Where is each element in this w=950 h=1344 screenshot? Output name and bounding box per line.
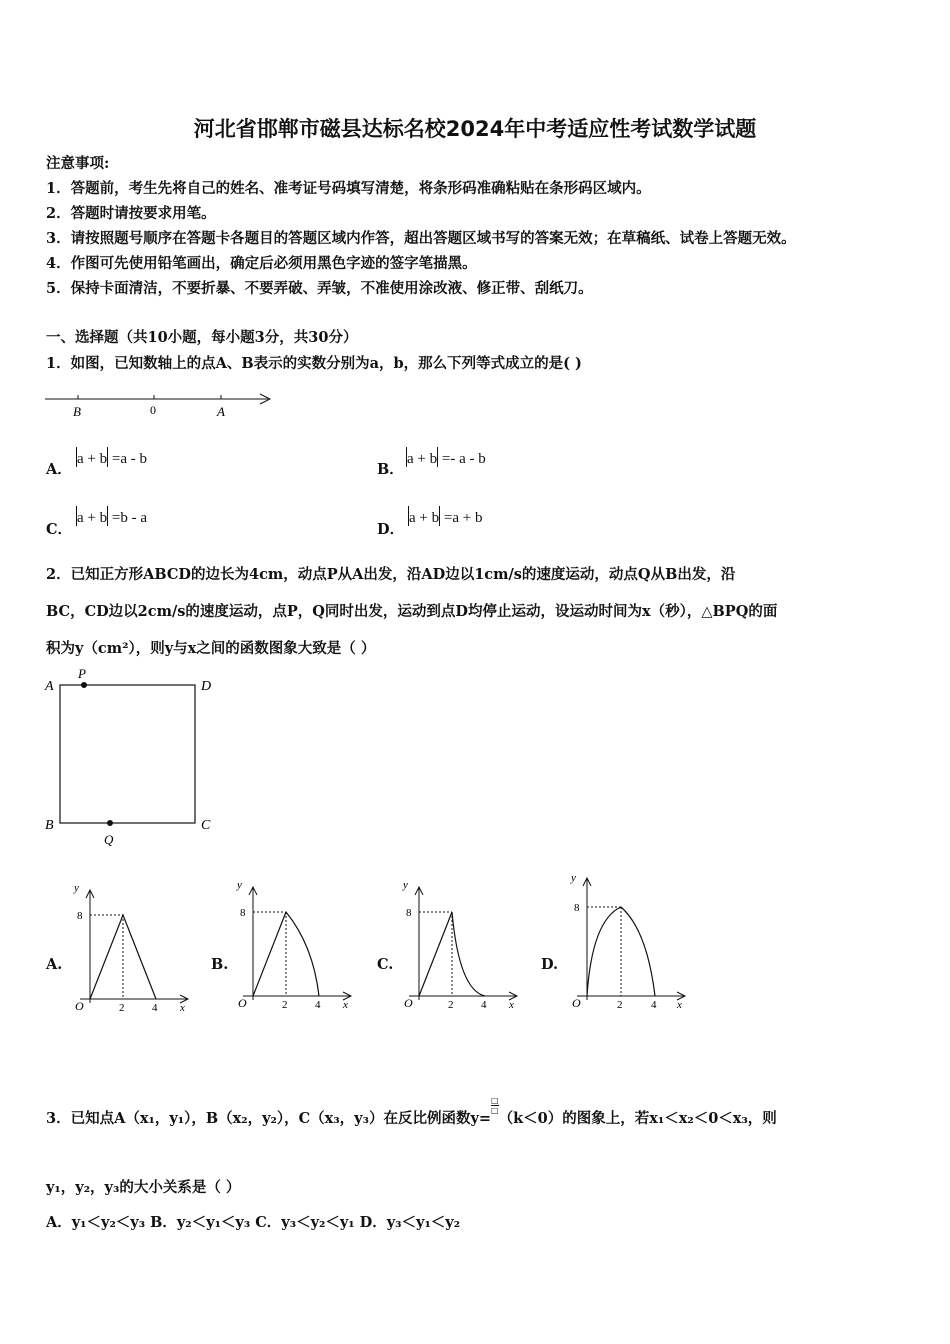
- notice-item: 3．请按照题号顺序在答题卡各题目的答题区域内作答，超出答题区域书写的答案无效；在草稿纸、试卷上答题无效。: [46, 230, 796, 247]
- q2-option-a-label: A.: [46, 956, 63, 973]
- svg-text:O: O: [572, 996, 581, 1010]
- notice-heading: 注意事项:: [46, 155, 110, 172]
- q2-stem-line2: BC，CD边以2cm/s的速度运动，点P，Q同时出发，运动到点D均停止运动，设运动时间为x（秒），△BPQ的面: [46, 603, 778, 620]
- q1-option-a-label: A．: [46, 461, 72, 478]
- notice-item: 2．答题时请按要求用笔。: [46, 205, 216, 222]
- svg-text:2: 2: [119, 1002, 125, 1014]
- svg-text:y: y: [571, 872, 576, 884]
- q3-stem: 3．已知点A（x₁，y₁），B（x₂，y₂），C（x₃，y₃）在反比例函数$y=\frac{□}{□}(k<0)$的图象上，若x₁＜x₂＜0＜x₃，则: [46, 1095, 777, 1127]
- vertex-d: D: [201, 679, 212, 694]
- q2-option-c-label: C.: [377, 956, 394, 973]
- notice-item: 5．保持卡面清洁，不要折暴、不要弄破、弄皱，不准使用涂改液、修正带、刮纸刀。: [46, 280, 593, 297]
- notice-item: 4．作图可先使用铅笔画出，确定后必须用黑色字迹的签字笔描黑。: [46, 255, 477, 272]
- svg-text:O: O: [75, 999, 84, 1013]
- square-figure: [40, 665, 225, 850]
- svg-text:y: y: [237, 879, 242, 891]
- svg-text:x: x: [509, 999, 514, 1011]
- vertex-a: A: [45, 679, 54, 694]
- q1-stem: 1．如图，已知数轴上的点A、B表示的实数分别为a，b，那么下列等式成立的是( ): [46, 355, 582, 372]
- page-title: 河北省邯郸市磁县达标名校2024年中考适应性考试数学试题: [193, 117, 757, 141]
- svg-text:4: 4: [152, 1002, 158, 1014]
- q2-graph-b: [233, 875, 358, 1020]
- svg-text:2: 2: [617, 999, 623, 1011]
- point-p: P: [78, 666, 86, 681]
- q2-graph-d: [567, 870, 692, 1020]
- svg-text:8: 8: [240, 907, 246, 919]
- svg-text:x: x: [343, 999, 348, 1011]
- svg-text:x: x: [180, 1002, 185, 1014]
- q1-option-d-expr: a + b =a + b: [408, 506, 482, 527]
- q2-stem-line3: 积为y（cm²），则y与x之间的函数图象大致是（ ）: [46, 640, 376, 657]
- svg-text:x: x: [677, 999, 682, 1011]
- notice-item: 1．答题前，考生先将自己的姓名、准考证号码填写清楚，将条形码准确粘贴在条形码区域内。: [46, 180, 651, 197]
- q1-option-b-label: B．: [377, 461, 404, 478]
- q2-option-b-label: B.: [211, 956, 229, 973]
- q3-stem-line2: y₁，y₂，y₃的大小关系是（ ）: [46, 1179, 241, 1196]
- svg-text:y: y: [74, 882, 79, 894]
- q2-option-d-label: D.: [541, 956, 559, 973]
- number-line-figure: [40, 388, 280, 422]
- svg-text:4: 4: [481, 999, 487, 1011]
- q2-graph-a: [70, 878, 195, 1023]
- svg-text:8: 8: [574, 902, 580, 914]
- axis-label-zero: 0: [150, 403, 156, 417]
- q1-option-d-label: D．: [377, 521, 405, 538]
- point-q: Q: [104, 832, 114, 847]
- svg-text:2: 2: [448, 999, 454, 1011]
- q1-option-a-expr: a + b =a - b: [76, 447, 147, 468]
- q2-stem-line1: 2．已知正方形ABCD的边长为4cm，动点P从A出发，沿AD边以1cm/s的速度运动，动点Q从B出发，沿: [46, 566, 736, 583]
- svg-text:4: 4: [651, 999, 657, 1011]
- svg-text:O: O: [238, 996, 247, 1010]
- svg-text:y: y: [403, 879, 408, 891]
- vertex-b: B: [45, 818, 54, 833]
- axis-label-b: B: [73, 404, 81, 419]
- svg-text:2: 2: [282, 999, 288, 1011]
- q1-option-c-label: C．: [46, 521, 73, 538]
- svg-text:8: 8: [77, 910, 83, 922]
- section-heading: 一、选择题（共10小题，每小题3分，共30分）: [46, 329, 358, 346]
- q3-options: A．y₁＜y₂＜y₃ B．y₂＜y₁＜y₃ C．y₃＜y₂＜y₁ D．y₃＜y₁＜y₂: [46, 1214, 461, 1231]
- vertex-c: C: [201, 818, 211, 833]
- axis-label-a: A: [217, 404, 225, 419]
- fraction-k-over-x: $\frac{□}{□}$: [491, 1095, 499, 1115]
- q1-option-c-expr: a + b =b - a: [76, 506, 147, 527]
- q2-graph-c: [399, 875, 524, 1020]
- q1-option-b-expr: a + b =- a - b: [406, 447, 486, 468]
- svg-text:8: 8: [406, 907, 412, 919]
- svg-text:O: O: [404, 996, 413, 1010]
- svg-text:4: 4: [315, 999, 321, 1011]
